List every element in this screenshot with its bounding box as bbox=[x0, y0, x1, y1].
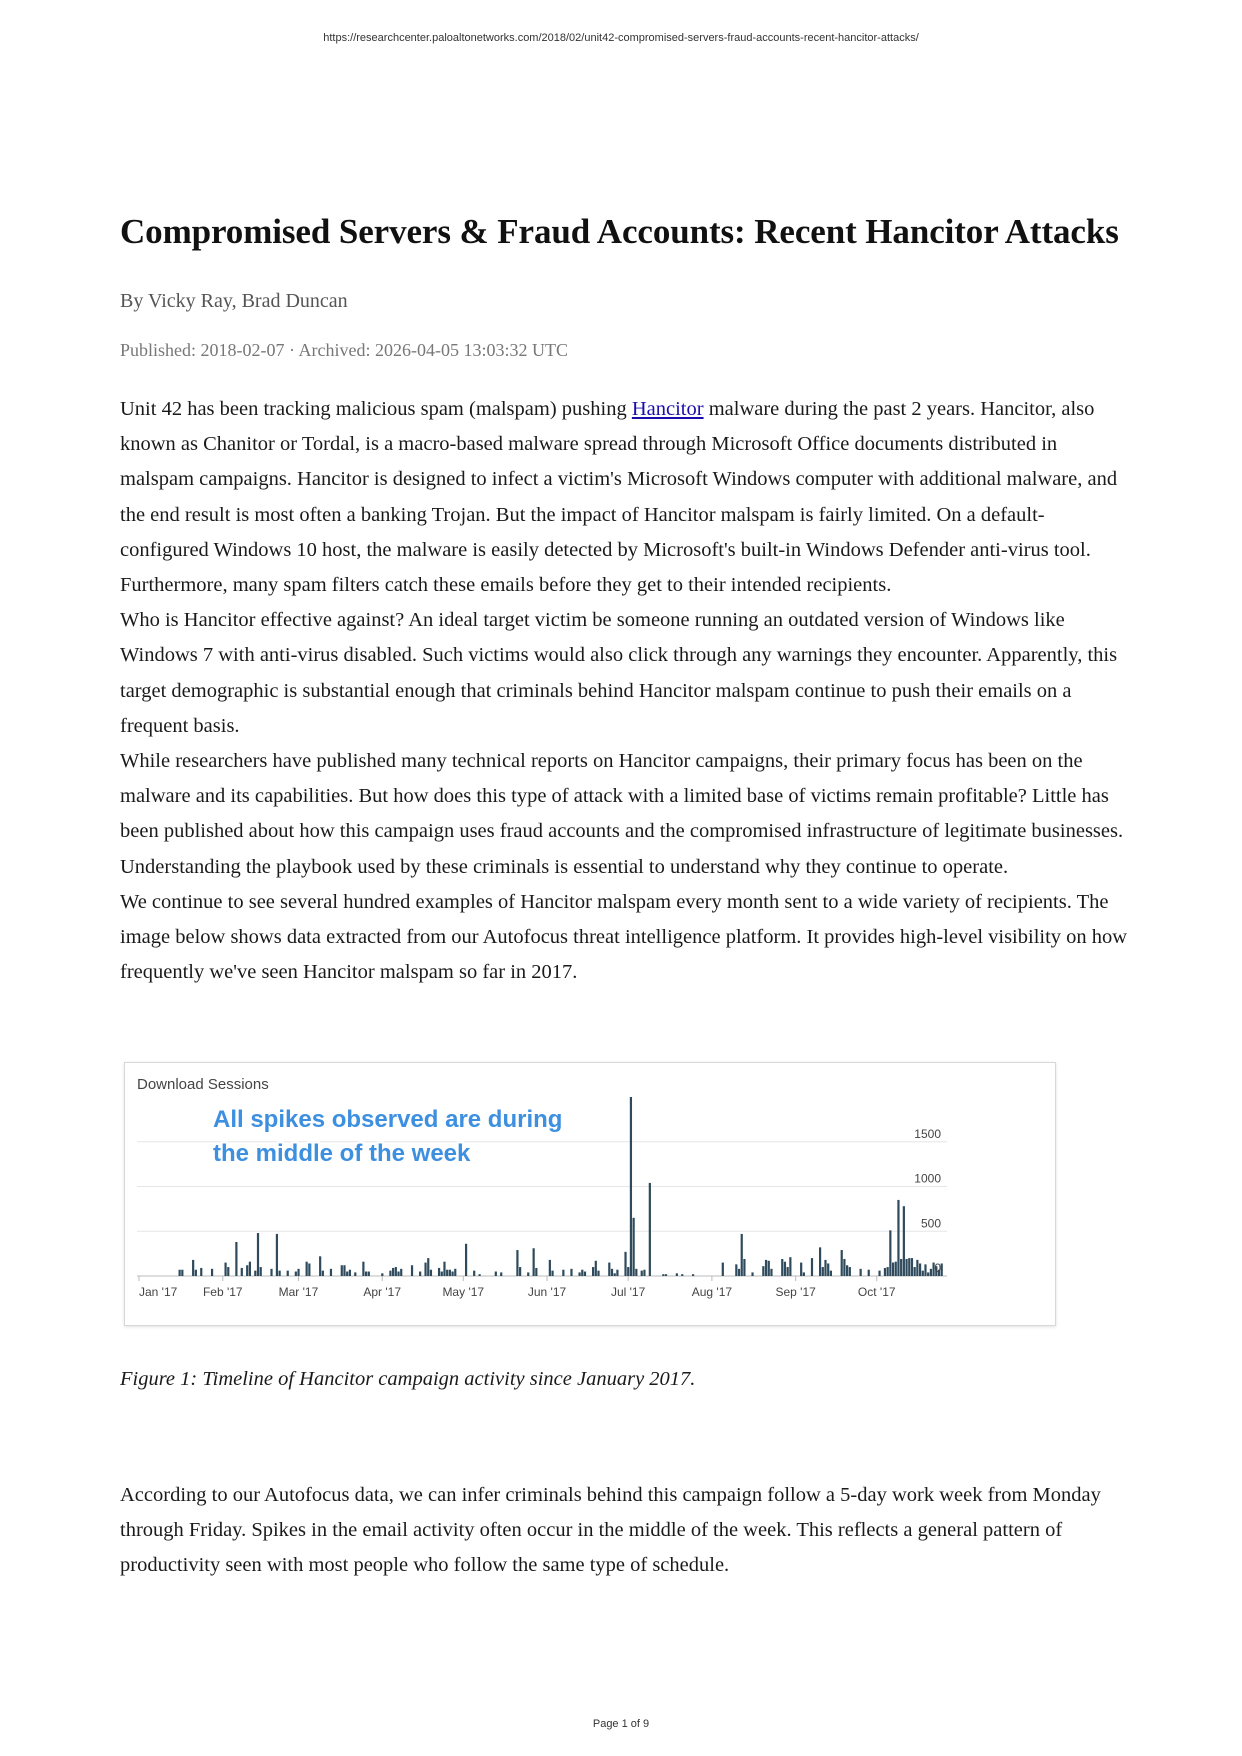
y-tick-label: 1500 bbox=[914, 1126, 941, 1141]
bar bbox=[905, 1259, 907, 1276]
bar bbox=[395, 1267, 397, 1276]
hancitor-link[interactable]: Hancitor bbox=[631, 398, 704, 420]
bar bbox=[860, 1269, 862, 1276]
x-tick-label: Jul '17 bbox=[610, 1285, 646, 1299]
x-tick-label: Mar '17 bbox=[278, 1285, 319, 1299]
bar bbox=[892, 1263, 894, 1276]
bar bbox=[822, 1267, 824, 1276]
bar bbox=[438, 1268, 440, 1276]
bar bbox=[427, 1258, 429, 1276]
bar bbox=[846, 1265, 848, 1276]
bar bbox=[330, 1269, 332, 1276]
bar bbox=[914, 1267, 916, 1276]
bar bbox=[616, 1270, 618, 1276]
bar bbox=[551, 1271, 553, 1276]
bar bbox=[789, 1257, 791, 1276]
bar bbox=[930, 1269, 932, 1276]
bar bbox=[297, 1269, 299, 1276]
bar bbox=[451, 1272, 453, 1276]
bar bbox=[224, 1263, 226, 1276]
bar bbox=[362, 1262, 364, 1276]
hancitor-timeline-figure bbox=[124, 1062, 1056, 1326]
bar bbox=[570, 1269, 572, 1276]
bar bbox=[389, 1271, 391, 1276]
bar bbox=[419, 1272, 421, 1276]
bar bbox=[676, 1273, 678, 1276]
byline: By Vicky Ray, Brad Duncan bbox=[120, 290, 348, 312]
bar bbox=[319, 1256, 321, 1276]
bar bbox=[630, 1097, 632, 1276]
bar bbox=[527, 1272, 529, 1276]
bar bbox=[346, 1272, 348, 1276]
bar bbox=[295, 1272, 297, 1276]
bar bbox=[446, 1270, 448, 1276]
bar bbox=[535, 1268, 537, 1276]
bar bbox=[354, 1272, 356, 1276]
bar bbox=[735, 1264, 737, 1276]
x-tick-label: Oct '17 bbox=[857, 1285, 896, 1299]
bar bbox=[257, 1233, 259, 1276]
bar bbox=[411, 1265, 413, 1276]
bar bbox=[843, 1259, 845, 1276]
bar bbox=[465, 1244, 467, 1276]
bar bbox=[765, 1260, 767, 1276]
bar bbox=[841, 1250, 843, 1276]
bar bbox=[827, 1263, 829, 1276]
bar bbox=[581, 1270, 583, 1276]
bar bbox=[787, 1267, 789, 1276]
bar bbox=[643, 1270, 645, 1276]
bar bbox=[287, 1271, 289, 1276]
bar bbox=[624, 1252, 626, 1276]
bar bbox=[227, 1267, 229, 1276]
bar bbox=[260, 1267, 262, 1276]
publish-meta: Published: 2018-02-07 · Archived: 2026-04-05 13:03:32 UTC bbox=[120, 340, 568, 360]
bar bbox=[192, 1260, 194, 1276]
bar bbox=[692, 1274, 694, 1276]
bar bbox=[889, 1230, 891, 1276]
bar bbox=[770, 1269, 772, 1276]
bar bbox=[633, 1218, 635, 1276]
chart-annotation-line-1: All spikes observed are during bbox=[213, 1106, 563, 1133]
bar bbox=[254, 1271, 256, 1276]
x-tick-label: Jan '17 bbox=[139, 1285, 178, 1299]
bar bbox=[751, 1272, 753, 1276]
bar bbox=[627, 1267, 629, 1276]
bar bbox=[681, 1274, 683, 1276]
bar bbox=[595, 1261, 597, 1276]
bar bbox=[495, 1272, 497, 1276]
bar bbox=[811, 1258, 813, 1276]
bar bbox=[430, 1270, 432, 1276]
bar bbox=[549, 1260, 551, 1276]
bar bbox=[400, 1269, 402, 1276]
bar bbox=[781, 1259, 783, 1276]
article-title: Compromised Servers & Fraud Accounts: Recent Hancitor Attacks bbox=[120, 212, 1119, 251]
bar bbox=[611, 1269, 613, 1276]
bar bbox=[584, 1272, 586, 1276]
bar bbox=[343, 1265, 345, 1276]
bar bbox=[381, 1273, 383, 1276]
bar bbox=[849, 1267, 851, 1276]
bar bbox=[741, 1234, 743, 1276]
bar bbox=[900, 1259, 902, 1276]
bar bbox=[441, 1272, 443, 1276]
bar bbox=[365, 1272, 367, 1276]
bar bbox=[738, 1269, 740, 1276]
bar bbox=[592, 1267, 594, 1276]
bar bbox=[919, 1263, 921, 1276]
bar bbox=[473, 1271, 475, 1276]
x-tick-label: Feb '17 bbox=[202, 1285, 243, 1299]
bar bbox=[911, 1258, 913, 1276]
bar bbox=[649, 1183, 651, 1276]
bar bbox=[743, 1259, 745, 1276]
bar bbox=[578, 1272, 580, 1276]
bar bbox=[500, 1272, 502, 1276]
bar bbox=[449, 1270, 451, 1276]
chart-title: Download Sessions bbox=[137, 1076, 269, 1093]
bar bbox=[179, 1270, 181, 1276]
download-sessions-chart bbox=[125, 1063, 1055, 1325]
x-tick-label: Apr '17 bbox=[363, 1285, 402, 1299]
page-number: Page 1 of 9 bbox=[592, 1718, 650, 1730]
bar bbox=[878, 1271, 880, 1276]
bar bbox=[662, 1274, 664, 1276]
x-tick-label: Sep '17 bbox=[775, 1285, 816, 1299]
bar bbox=[884, 1268, 886, 1276]
bar bbox=[784, 1262, 786, 1276]
bar bbox=[903, 1206, 905, 1276]
bar bbox=[322, 1271, 324, 1276]
paragraph-5: According to our Autofocus data, we can infer criminals behind this campaign follow a 5-day work week from Monday through Friday. Spikes in the email activity often occur in the middle of the week. This reflects a general pattern of productivity seen with most people who follow the same type of schedule. bbox=[120, 1484, 1101, 1577]
bar bbox=[722, 1263, 724, 1276]
article-body-continued bbox=[120, 1478, 1130, 1584]
paragraph-3: While researchers have published many technical reports on Hancitor campaigns, their primary focus has been on the malware and its capabilities. But how does this type of attack with a limited base of victims remain profitable? Little has been published about how this campaign uses fraud accounts and the compromised infrastructure of legitimate businesses. Understanding the playbook used by these criminals is essential to understand why they continue to operate. bbox=[120, 750, 1124, 878]
bar bbox=[397, 1272, 399, 1276]
bar bbox=[830, 1271, 832, 1276]
x-tick-label: May '17 bbox=[442, 1285, 485, 1299]
bar bbox=[235, 1242, 237, 1276]
bar bbox=[608, 1263, 610, 1276]
bar bbox=[562, 1270, 564, 1276]
bar bbox=[533, 1248, 535, 1276]
bar bbox=[211, 1269, 213, 1276]
bar bbox=[803, 1272, 805, 1276]
bar bbox=[897, 1200, 899, 1276]
page-url: https://researchcenter.paloaltonetworks.com/2018/02/unit42-compromised-servers-fraud-accounts-recent-hancitor-attacks/ bbox=[323, 32, 919, 44]
bar bbox=[341, 1265, 343, 1276]
paragraph-2: Who is Hancitor effective against? An ideal target victim be someone running an outdated version of Windows like Windows 7 with anti-virus disabled. Such victims would also click through any warnings they encounter. Apparently, this target demographic is substantial enough that criminals behind Hancitor malspam continue to push their emails on a frequent basis. bbox=[120, 609, 1118, 737]
bar bbox=[195, 1270, 197, 1276]
bar bbox=[819, 1247, 821, 1276]
chart-annotation-line-2: the middle of the week bbox=[213, 1140, 471, 1167]
figure-caption: Figure 1: Timeline of Hancitor campaign activity since January 2017. bbox=[120, 1368, 696, 1390]
x-axis bbox=[139, 1276, 896, 1299]
bar bbox=[246, 1265, 248, 1276]
bar bbox=[392, 1268, 394, 1276]
bar bbox=[908, 1258, 910, 1276]
bar bbox=[800, 1263, 802, 1276]
bar bbox=[200, 1268, 202, 1276]
y-tick-label: 500 bbox=[920, 1216, 941, 1231]
bar bbox=[665, 1274, 667, 1276]
bar bbox=[924, 1264, 926, 1276]
bar bbox=[249, 1262, 251, 1276]
bar bbox=[241, 1268, 243, 1276]
bar bbox=[824, 1260, 826, 1276]
bar bbox=[895, 1262, 897, 1276]
bar bbox=[368, 1272, 370, 1276]
bar bbox=[516, 1250, 518, 1276]
paragraph-1: Unit 42 has been tracking malicious spam (malspam) pushing Hancitor malware during the past 2 years. Hancitor, also known as Chanitor or Tordal, is a macro-based malware spread through Microsoft Office documents distributed in malspam campaigns. Hancitor is designed to infect a victim's Microsoft Windows computer with additional malware, and the end result is most often a banking Trojan. But the impact of Hancitor malspam is fairly limited. On a default-configured Windows 10 host, the malware is easily detected by Microsoft's built-in Windows Defender anti-virus tool. Furthermore, many spam filters catch these emails before they get to their intended recipients. bbox=[120, 398, 1118, 597]
bar bbox=[597, 1271, 599, 1276]
bar bbox=[443, 1262, 445, 1276]
bar bbox=[635, 1269, 637, 1276]
bar bbox=[922, 1271, 924, 1276]
x-tick-label: Jun '17 bbox=[527, 1285, 567, 1299]
bar bbox=[181, 1270, 183, 1276]
bar bbox=[762, 1266, 764, 1276]
bar bbox=[916, 1260, 918, 1276]
bar bbox=[454, 1269, 456, 1276]
y-axis bbox=[914, 1127, 941, 1275]
bar bbox=[308, 1263, 310, 1276]
bar bbox=[641, 1271, 643, 1276]
bar bbox=[306, 1262, 308, 1276]
bar bbox=[868, 1270, 870, 1276]
paragraph-4: We continue to see several hundred examples of Hancitor malspam every month sent to a wide variety of recipients. The image below shows data extracted from our Autofocus threat intelligence platform. It provides high-level visibility on how frequently we've seen Hancitor malspam so far in 2017. bbox=[120, 890, 1128, 984]
y-tick-label: 0 bbox=[934, 1261, 941, 1275]
bar bbox=[927, 1272, 929, 1276]
article-body bbox=[120, 392, 1130, 990]
bar bbox=[349, 1270, 351, 1276]
bar bbox=[478, 1274, 480, 1276]
bar bbox=[270, 1269, 272, 1276]
bar bbox=[519, 1267, 521, 1276]
bar bbox=[768, 1261, 770, 1276]
bar bbox=[276, 1234, 278, 1276]
bar bbox=[887, 1267, 889, 1276]
y-tick-label: 1000 bbox=[914, 1171, 941, 1186]
bar bbox=[614, 1273, 616, 1276]
x-tick-label: Aug '17 bbox=[691, 1285, 733, 1299]
bar bbox=[279, 1271, 281, 1276]
bar bbox=[424, 1263, 426, 1276]
